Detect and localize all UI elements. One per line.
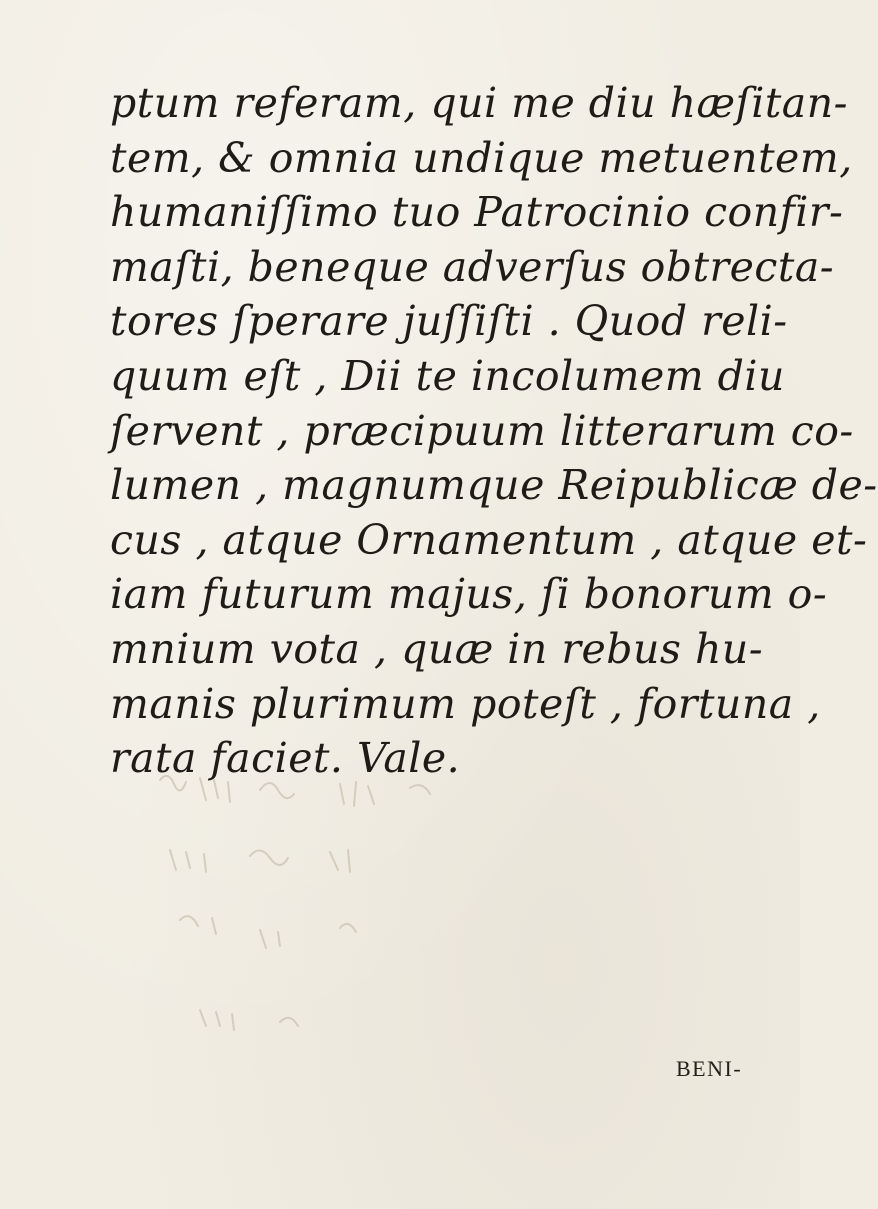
text-line-7: ſervent , præcipuum litterarum co- <box>110 406 854 455</box>
text-line-1: ptum referam, qui me diu hæſitan- <box>110 79 849 127</box>
text-line-11: mnium vota , quæ in rebus hu- <box>110 624 764 673</box>
ink-bleed-through <box>140 760 580 1090</box>
text-line-13: rata faciet. Vale. <box>110 734 461 783</box>
text-line-10: iam futurum majus, ſi bonorum o- <box>110 570 828 619</box>
body-text <box>110 76 878 786</box>
text-line-4: maſti, beneque adverſus obtrecta- <box>110 242 835 291</box>
catchword: BENI- <box>676 1056 743 1081</box>
text-line-9: cus , atque Ornamentum , atque et- <box>110 515 868 564</box>
text-line-2: tem, & omnia undique metuentem, <box>110 133 853 182</box>
text-line-3: humaniſſimo tuo Patrocinio confir- <box>110 188 844 237</box>
text-line-8: lumen , magnumque Reipublicæ de- <box>110 461 878 510</box>
text-line-6: quum eſt , Dii te incolumem diu <box>110 351 785 400</box>
text-line-12: manis plurimum poteſt , fortuna , <box>110 679 821 728</box>
text-line-5: tores ſperare juſſiſti . Quod reli- <box>110 297 788 346</box>
